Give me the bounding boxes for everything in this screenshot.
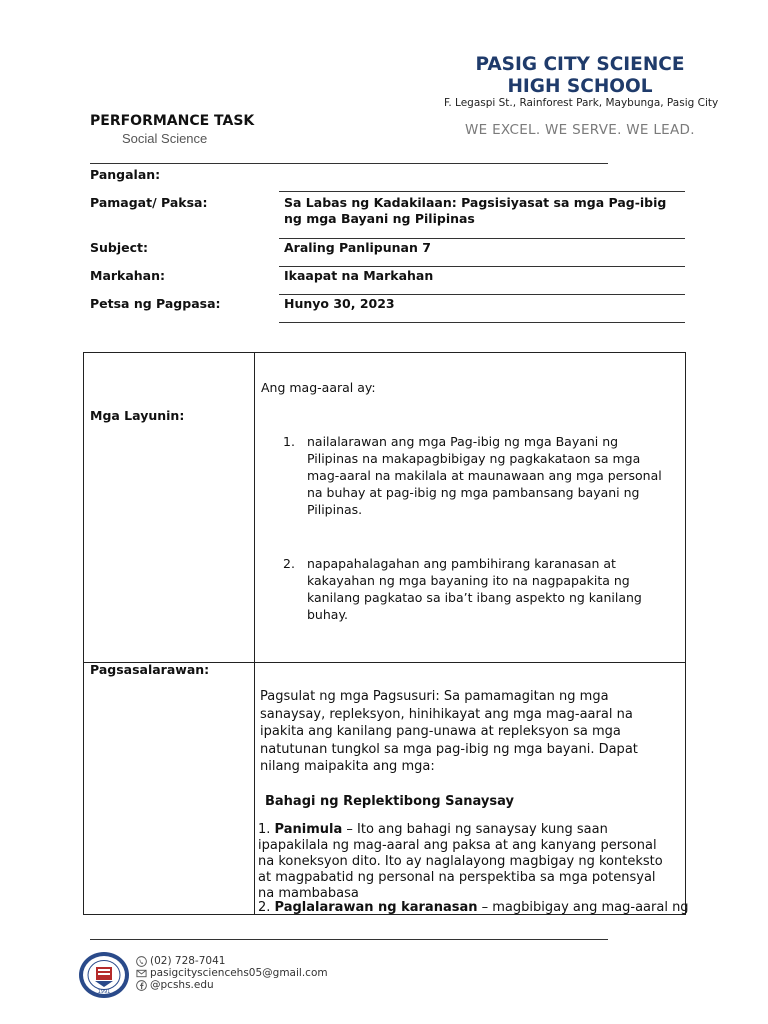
facebook-icon [136, 980, 147, 991]
essay-part-1 [258, 822, 668, 902]
email-address[interactable]: pasigcitysciencehs05@gmail.com [150, 967, 328, 979]
field-value-due-date: Hunyo 30, 2023 [284, 296, 395, 311]
description-paragraph: Pagsulat ng mga Pagsusuri: Sa pamamagitan ng mga sanaysay, repleksyon, hinihikayat ang mga mag-aaral na ipakita ang kanilang pang-unawa at repleksyon sa mga natutunan tungkol sa mga pag-ibig ng mga bayani. Dapat nilang maipakita ang mga: [260, 689, 638, 774]
field-label-subject: Subject: [90, 240, 148, 255]
divider-top [90, 163, 608, 164]
school-motto: WE EXCEL. WE SERVE. WE LEAD. [465, 122, 695, 138]
school-name-line2: HIGH SCHOOL [507, 76, 653, 97]
footer-phone-row [136, 955, 225, 967]
school-address: F. Legaspi St., Rainforest Park, Maybunga, Pasig City [444, 97, 719, 109]
part-text: – magbibigay ang mag-aaral ng [477, 900, 689, 915]
objectives-label: Mga Layunin: [90, 408, 185, 423]
field-underline [279, 322, 685, 323]
list-number: 1. [283, 434, 295, 449]
objectives-list [283, 433, 663, 623]
field-underline [279, 294, 685, 295]
part-number: 2. [258, 900, 271, 915]
field-label-name: Pangalan: [90, 167, 161, 182]
field-value-quarter: Ikaapat na Markahan [284, 268, 434, 283]
field-label-title: Pamagat/ Paksa: [90, 195, 208, 210]
objective-text: nailalarawan ang mga Pag-ibig ng mga Bayani ng Pilipinas na makapagbibigay ng pagkakataon sa mga mag-aaral na makilala at maunawaan ang mga personal na buhay at pag-ibig ng mga pambansang bayani ng Pilipinas. [307, 434, 662, 517]
field-label-due-date: Petsa ng Pagpasa: [90, 296, 221, 311]
facebook-handle[interactable]: @pcshs.edu [150, 979, 214, 991]
divider-bottom [90, 939, 608, 940]
essay-part-2 [258, 900, 689, 916]
list-item [283, 555, 663, 623]
school-seal-logo [78, 951, 130, 999]
field-value-title: Sa Labas ng Kadakilaan: Pagsisiyasat sa mga Pag-ibig ng mga Bayani ng Pilipinas [284, 195, 667, 226]
field-underline [279, 266, 685, 267]
part-term: Panimula [274, 822, 343, 837]
mail-icon [136, 968, 147, 979]
section-heading: Bahagi ng Replektibong Sanaysay [265, 794, 514, 809]
part-number: 1. [258, 822, 271, 837]
phone-icon [136, 956, 147, 967]
part-term: Paglalarawan ng karanasan [274, 900, 478, 915]
seal-year: 1991 [97, 989, 111, 995]
footer-email-row [136, 967, 328, 979]
part-text: – Ito ang bahagi ng sanaysay kung saan ipapakilala ng mag-aaral ang paksa at ang kanyang personal na koneksyon dito. Ito ay naglalayong magbigay ng konteksto at magpabatid ng personal na perspektiba sa mga potensyal na mambabasa [258, 822, 663, 901]
field-underline [279, 191, 685, 192]
performance-task-title: PERFORMANCE TASK [90, 113, 255, 129]
list-number: 2. [283, 556, 295, 571]
footer-facebook-row [136, 979, 214, 991]
phone-number: (02) 728-7041 [150, 955, 226, 967]
field-label-quarter: Markahan: [90, 268, 166, 283]
list-item [283, 433, 663, 518]
performance-task-subtitle: Social Science [122, 131, 208, 146]
field-underline [279, 238, 685, 239]
objectives-intro: Ang mag-aaral ay: [261, 380, 376, 395]
field-value-subject: Araling Panlipunan 7 [284, 240, 431, 255]
school-name-line1: PASIG CITY SCIENCE [475, 54, 685, 75]
table-column-divider [254, 352, 255, 915]
objective-text: napapahalagahan ang pambihirang karanasan at kakayahan ng mga bayaning ito na nagpapakita ng kanilang pagkatao sa iba’t ibang aspekto ng kanilang buhay. [307, 556, 642, 622]
description-label: Pagsasalarawan: [90, 662, 210, 677]
